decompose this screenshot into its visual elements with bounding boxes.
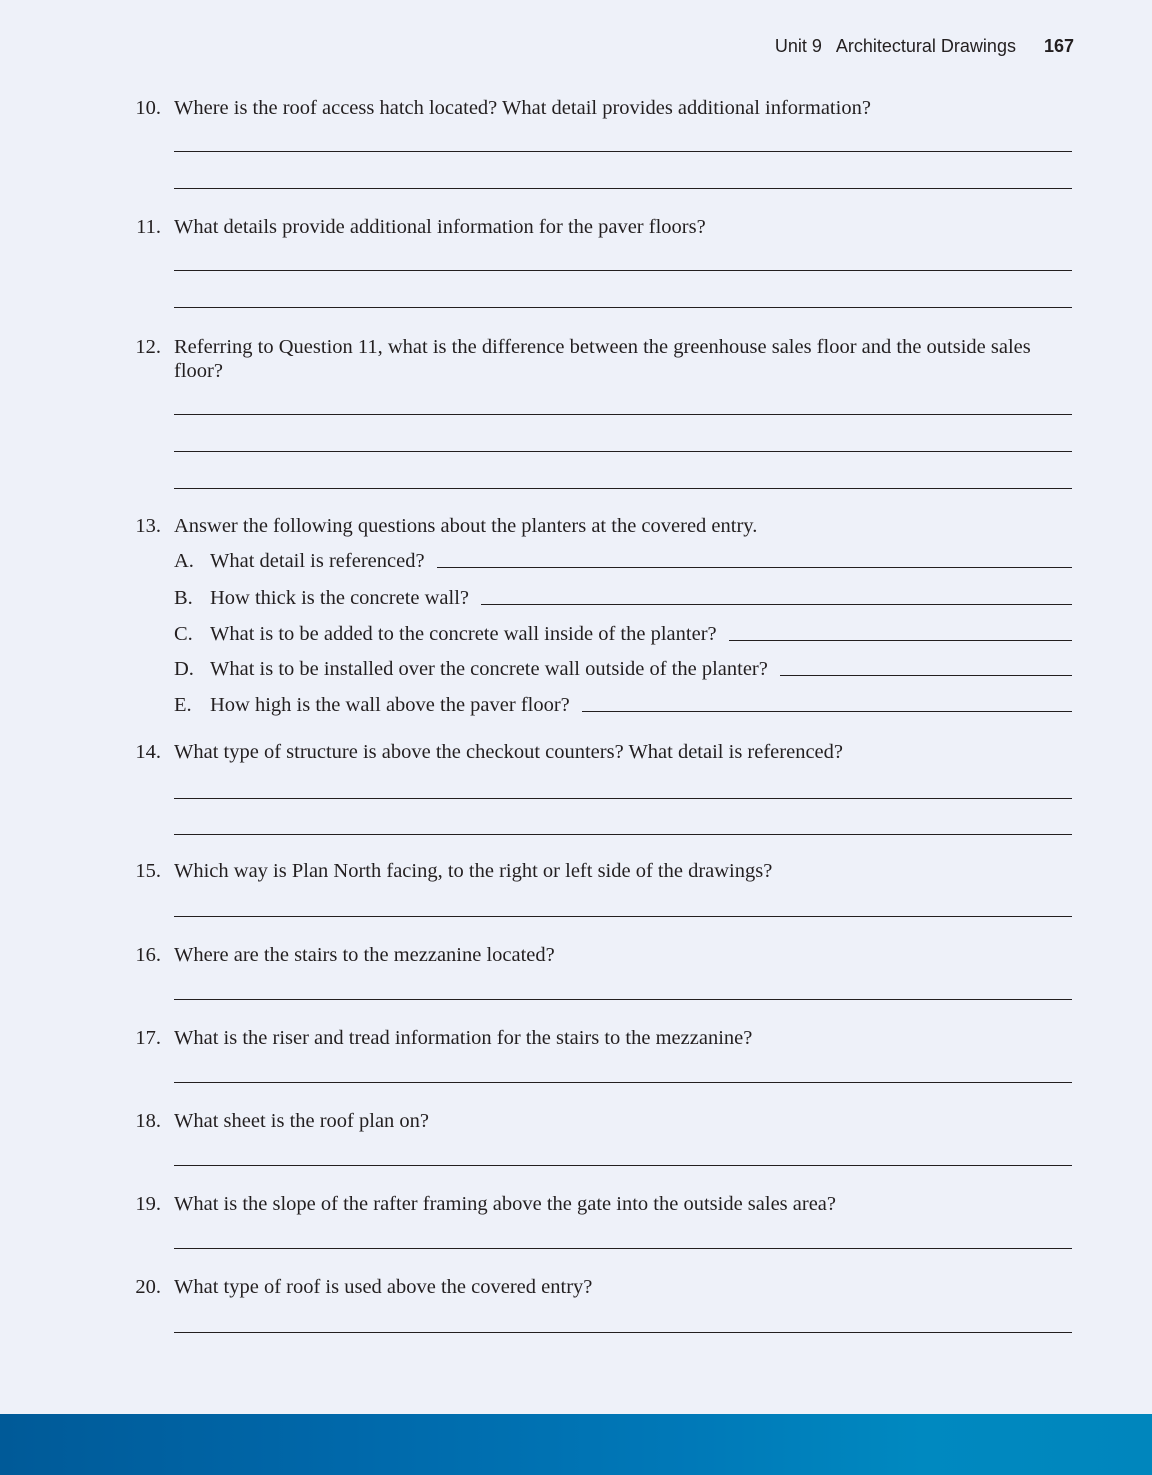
sub-question-d bbox=[174, 657, 1072, 681]
question-number: 11. bbox=[136, 216, 161, 238]
answer-line[interactable] bbox=[174, 451, 1072, 452]
question-number: 14. bbox=[135, 741, 161, 763]
question-text: Answer the following questions about the planters at the covered entry. bbox=[174, 515, 758, 537]
question-number: 15. bbox=[135, 860, 161, 882]
sub-text: How thick is the concrete wall? bbox=[210, 587, 470, 609]
sub-letter: D. bbox=[174, 658, 194, 680]
answer-line[interactable] bbox=[582, 711, 1072, 712]
question-text: What is the riser and tread information for the stairs to the mezzanine? bbox=[174, 1027, 753, 1049]
sub-letter: A. bbox=[174, 550, 194, 572]
sub-text: How high is the wall above the paver floor? bbox=[210, 694, 570, 716]
question-number: 16. bbox=[135, 944, 161, 966]
question-text: Where are the stairs to the mezzanine located? bbox=[174, 944, 555, 966]
answer-line[interactable] bbox=[174, 151, 1072, 152]
sub-question-e bbox=[174, 693, 1072, 717]
answer-line[interactable] bbox=[174, 188, 1072, 189]
sub-letter: E. bbox=[174, 694, 192, 716]
running-header bbox=[775, 36, 1074, 57]
question-text: Referring to Question 11, what is the difference between the greenhouse sales floor and the outside sales floor? bbox=[174, 336, 1031, 382]
answer-line[interactable] bbox=[174, 999, 1072, 1000]
question-number: 10. bbox=[135, 97, 161, 119]
answer-line[interactable] bbox=[174, 916, 1072, 917]
question-text: What details provide additional information for the paver floors? bbox=[174, 216, 706, 238]
answer-line[interactable] bbox=[481, 604, 1072, 605]
answer-line[interactable] bbox=[174, 270, 1072, 271]
answer-line[interactable] bbox=[174, 1082, 1072, 1083]
answer-line[interactable] bbox=[437, 567, 1072, 568]
sub-question-a bbox=[174, 549, 1072, 573]
page-number: 167 bbox=[1043, 36, 1074, 56]
sub-text: What detail is referenced? bbox=[210, 550, 425, 572]
question-text: What type of roof is used above the covered entry? bbox=[174, 1276, 593, 1298]
question-number: 12. bbox=[135, 336, 161, 358]
sub-letter: B. bbox=[174, 587, 193, 609]
question-text: Where is the roof access hatch located? What detail provides additional information? bbox=[174, 97, 871, 119]
chapter-title: Architectural Drawings bbox=[835, 36, 1016, 56]
answer-line[interactable] bbox=[174, 1332, 1072, 1333]
sub-letter: C. bbox=[174, 623, 193, 645]
answer-line[interactable] bbox=[174, 834, 1072, 835]
question-number: 17. bbox=[135, 1027, 161, 1049]
question-text: What sheet is the roof plan on? bbox=[174, 1110, 430, 1132]
question-number: 13. bbox=[135, 515, 161, 537]
answer-line[interactable] bbox=[174, 414, 1072, 415]
footer-band bbox=[0, 1414, 1152, 1475]
unit-label: Unit 9 bbox=[774, 36, 822, 56]
question-text: What type of structure is above the checkout counters? What detail is referenced? bbox=[174, 741, 843, 763]
sub-question-b bbox=[174, 586, 1072, 610]
answer-line[interactable] bbox=[780, 675, 1072, 676]
answer-line[interactable] bbox=[174, 307, 1072, 308]
answer-line[interactable] bbox=[729, 640, 1072, 641]
question-text: What is the slope of the rafter framing above the gate into the outside sales area? bbox=[174, 1193, 837, 1215]
question-text: Which way is Plan North facing, to the right or left side of the drawings? bbox=[174, 860, 773, 882]
sub-text: What is to be added to the concrete wall inside of the planter? bbox=[210, 623, 717, 645]
answer-line[interactable] bbox=[174, 1165, 1072, 1166]
question-number: 19. bbox=[135, 1193, 161, 1215]
sub-question-c bbox=[174, 622, 1072, 646]
question-number: 18. bbox=[135, 1110, 161, 1132]
question-number: 20. bbox=[135, 1276, 161, 1298]
answer-line[interactable] bbox=[174, 488, 1072, 489]
sub-text: What is to be installed over the concrete wall outside of the planter? bbox=[210, 658, 768, 680]
answer-line[interactable] bbox=[174, 1248, 1072, 1249]
answer-line[interactable] bbox=[174, 798, 1072, 799]
